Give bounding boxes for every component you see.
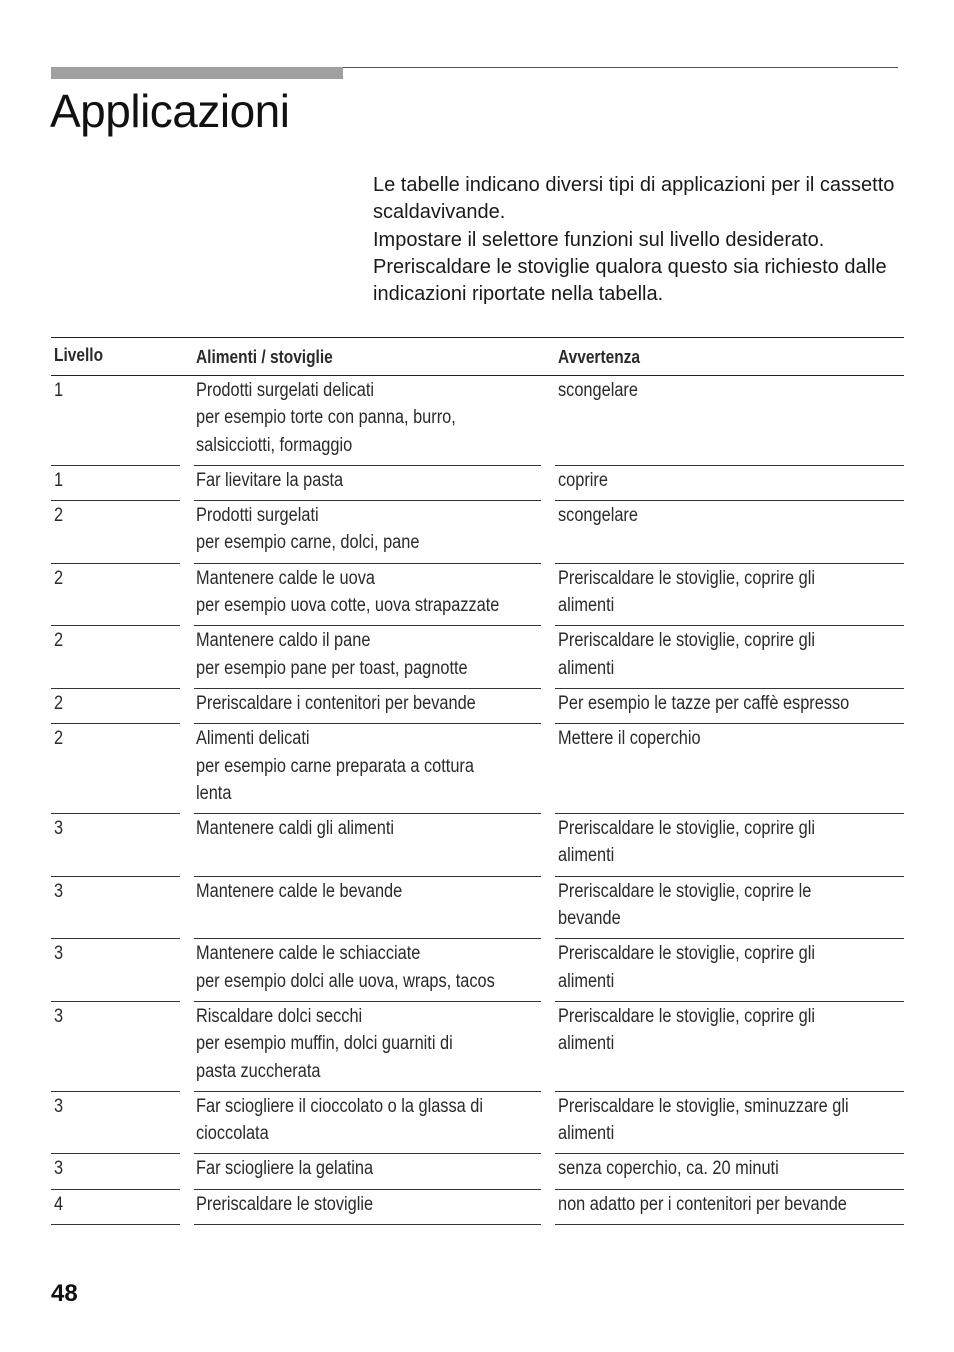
note-line: non adatto per i contenitori per bevande bbox=[558, 1193, 847, 1215]
level-value: 4 bbox=[54, 1193, 64, 1215]
cell-level bbox=[51, 1002, 180, 1092]
table-row bbox=[51, 814, 904, 877]
note-line: Mettere il coperchio bbox=[558, 728, 701, 750]
table-row bbox=[51, 466, 904, 501]
note-line: Preriscaldare le stoviglie, coprire gli bbox=[558, 567, 816, 589]
food-line: per esempio dolci alle uova, wraps, tacos bbox=[196, 970, 495, 992]
note-line: alimenti bbox=[558, 845, 615, 867]
cell-level bbox=[51, 501, 180, 564]
table-header bbox=[51, 338, 904, 376]
cell-level bbox=[51, 1092, 180, 1155]
table-body bbox=[51, 376, 904, 1225]
page-title: Applicazioni bbox=[50, 85, 290, 137]
food-line: salsicciotti, formaggio bbox=[196, 434, 353, 456]
table-row bbox=[51, 1190, 904, 1225]
table-row bbox=[51, 689, 904, 724]
table-row bbox=[51, 724, 904, 814]
cell-level bbox=[51, 724, 180, 814]
food-line: cioccolata bbox=[196, 1123, 269, 1145]
food-line: Far lievitare la pasta bbox=[196, 469, 344, 491]
level-value: 1 bbox=[54, 469, 64, 491]
page-number: 48 bbox=[51, 1280, 78, 1307]
food-line: lenta bbox=[196, 782, 232, 804]
table-row bbox=[51, 564, 904, 627]
cell-food bbox=[194, 1190, 541, 1225]
note-line: Preriscaldare le stoviglie, coprire gli bbox=[558, 630, 816, 652]
cell-food bbox=[194, 724, 541, 814]
cell-food bbox=[194, 1002, 541, 1092]
level-value: 3 bbox=[54, 943, 64, 965]
level-value: 3 bbox=[54, 1095, 64, 1117]
table-row bbox=[51, 501, 904, 564]
food-line: Alimenti delicati bbox=[196, 728, 310, 750]
level-value: 3 bbox=[54, 1005, 64, 1027]
food-line: Preriscaldare le stoviglie bbox=[196, 1193, 374, 1215]
note-line: alimenti bbox=[558, 1123, 615, 1145]
level-value: 2 bbox=[54, 630, 64, 652]
cell-note bbox=[555, 689, 904, 724]
cell-note bbox=[555, 877, 904, 940]
table-row bbox=[51, 626, 904, 689]
cell-level bbox=[51, 466, 180, 501]
food-line: per esempio carne preparata a cottura bbox=[196, 755, 474, 777]
note-line: alimenti bbox=[558, 657, 615, 679]
cell-food bbox=[194, 1092, 541, 1155]
cell-note bbox=[555, 724, 904, 814]
cell-note bbox=[555, 1190, 904, 1225]
note-line: Preriscaldare le stoviglie, sminuzzare gli bbox=[558, 1095, 849, 1117]
table-row bbox=[51, 1092, 904, 1155]
cell-food bbox=[194, 564, 541, 627]
header-accent-bar bbox=[51, 67, 343, 79]
cell-note bbox=[555, 939, 904, 1002]
table-row bbox=[51, 877, 904, 940]
cell-note bbox=[555, 1002, 904, 1092]
note-line: alimenti bbox=[558, 595, 615, 617]
level-value: 1 bbox=[54, 380, 64, 401]
food-line: Mantenere caldi gli alimenti bbox=[196, 818, 395, 840]
food-line: Mantenere calde le uova bbox=[196, 567, 375, 589]
note-line: coprire bbox=[558, 469, 608, 491]
intro-text bbox=[373, 172, 903, 308]
food-line: Mantenere calde le bevande bbox=[196, 880, 403, 902]
level-value: 3 bbox=[54, 880, 64, 902]
food-line: Far sciogliere il cioccolato o la glassa di bbox=[196, 1095, 483, 1117]
column-header-note: Avvertenza bbox=[558, 347, 641, 367]
applications-table bbox=[51, 337, 904, 1225]
cell-note bbox=[555, 564, 904, 627]
food-line: pasta zuccherata bbox=[196, 1060, 321, 1082]
table-row bbox=[51, 1154, 904, 1189]
food-line: Mantenere caldo il pane bbox=[196, 630, 371, 652]
note-line: alimenti bbox=[558, 1033, 615, 1055]
table-row bbox=[51, 939, 904, 1002]
note-line: Preriscaldare le stoviglie, coprire gli bbox=[558, 818, 816, 840]
note-line: alimenti bbox=[558, 970, 615, 992]
food-line: Mantenere calde le schiacciate bbox=[196, 943, 421, 965]
note-line: Per esempio le tazze per caffè espresso bbox=[558, 692, 850, 714]
cell-food bbox=[194, 1154, 541, 1189]
cell-level bbox=[51, 877, 180, 940]
food-line: per esempio muffin, dolci guarniti di bbox=[196, 1033, 453, 1055]
level-value: 3 bbox=[54, 818, 64, 840]
cell-note bbox=[555, 1154, 904, 1189]
note-line: Preriscaldare le stoviglie, coprire le bbox=[558, 880, 812, 902]
cell-note bbox=[555, 466, 904, 501]
note-line: senza coperchio, ca. 20 minuti bbox=[558, 1158, 779, 1180]
food-line: per esempio pane per toast, pagnotte bbox=[196, 657, 468, 679]
cell-note bbox=[555, 626, 904, 689]
intro-paragraph: Le tabelle indicano diversi tipi di applicazioni per il cassetto scaldavivande. bbox=[373, 174, 895, 224]
cell-food bbox=[194, 501, 541, 564]
table-row bbox=[51, 376, 904, 466]
note-line: Preriscaldare le stoviglie, coprire gli bbox=[558, 943, 816, 965]
column-header-level: Livello bbox=[54, 345, 104, 365]
level-value: 2 bbox=[54, 567, 64, 589]
cell-food bbox=[194, 689, 541, 724]
food-line: per esempio carne, dolci, pane bbox=[196, 532, 420, 554]
column-header-food: Alimenti / stoviglie bbox=[196, 347, 333, 367]
note-line: scongelare bbox=[558, 505, 638, 527]
cell-note bbox=[555, 501, 904, 564]
cell-level bbox=[51, 564, 180, 627]
cell-food bbox=[194, 626, 541, 689]
food-line: Prodotti surgelati bbox=[196, 505, 319, 527]
table-row bbox=[51, 1002, 904, 1092]
intro-paragraph: Preriscaldare le stoviglie qualora questo sia richiesto dalle indicazioni riportate nella tabella. bbox=[373, 255, 887, 306]
level-value: 2 bbox=[54, 692, 64, 714]
cell-food bbox=[194, 376, 541, 466]
intro-paragraph: Impostare il selettore funzioni sul livello desiderato. bbox=[373, 228, 825, 251]
cell-note bbox=[555, 814, 904, 877]
cell-food bbox=[194, 466, 541, 501]
food-line: Prodotti surgelati delicati bbox=[196, 380, 375, 401]
cell-food bbox=[194, 814, 541, 877]
food-line: Far sciogliere la gelatina bbox=[196, 1158, 374, 1180]
cell-level bbox=[51, 626, 180, 689]
food-line: Preriscaldare i contenitori per bevande bbox=[196, 692, 476, 714]
note-line: scongelare bbox=[558, 380, 638, 401]
level-value: 2 bbox=[54, 728, 64, 750]
level-value: 2 bbox=[54, 505, 64, 527]
note-line: bevande bbox=[558, 908, 621, 930]
cell-food bbox=[194, 877, 541, 940]
cell-level bbox=[51, 939, 180, 1002]
note-line: Preriscaldare le stoviglie, coprire gli bbox=[558, 1005, 816, 1027]
cell-note bbox=[555, 376, 904, 466]
level-value: 3 bbox=[54, 1158, 64, 1180]
cell-level bbox=[51, 376, 180, 466]
cell-level bbox=[51, 1154, 180, 1189]
cell-level bbox=[51, 1190, 180, 1225]
food-line: Riscaldare dolci secchi bbox=[196, 1005, 363, 1027]
cell-level bbox=[51, 814, 180, 877]
cell-level bbox=[51, 689, 180, 724]
food-line: per esempio torte con panna, burro, bbox=[196, 407, 456, 429]
food-line: per esempio uova cotte, uova strapazzate bbox=[196, 595, 500, 617]
cell-food bbox=[194, 939, 541, 1002]
cell-note bbox=[555, 1092, 904, 1155]
